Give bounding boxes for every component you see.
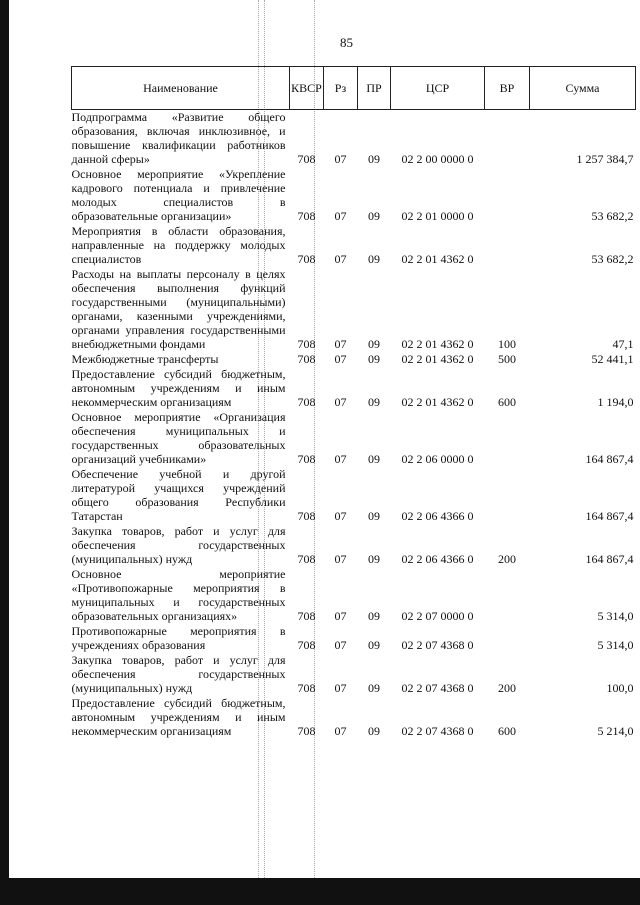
cell-rz: 07	[334, 209, 347, 223]
cell-pr: 09	[368, 252, 380, 266]
cell-sum: 1 194,0	[597, 395, 634, 409]
cell-name: Обеспечение учебной и другой литературой учащихся учреждений общего образования Республики Татарстан	[71, 467, 286, 523]
cell-sum: 164 867,4	[585, 452, 634, 466]
header-sum: Сумма	[530, 67, 636, 110]
header-rz: Рз	[324, 67, 358, 110]
cell-rz: 07	[334, 724, 347, 738]
cell-kvsr: 708	[297, 152, 316, 166]
cell-csr: 02 2 07 4368 0	[401, 724, 474, 738]
cell-name: Основное мероприятие «Укрепление кадрового потенциала и привлечение молодых специалистов в образовательные организации»	[71, 167, 286, 223]
header-kvsr: КВСР	[290, 67, 324, 110]
cell-vr	[485, 467, 530, 524]
cell-rz: 07	[334, 681, 347, 695]
cell-vr: 200	[498, 552, 516, 566]
cell-pr: 09	[368, 352, 380, 366]
cell-vr	[485, 224, 530, 267]
cell-sum: 5 314,0	[597, 638, 634, 652]
cell-csr: 02 2 06 4366 0	[401, 509, 474, 523]
cell-csr: 02 2 01 4362 0	[401, 395, 474, 409]
cell-csr: 02 2 06 4366 0	[401, 552, 474, 566]
cell-kvsr: 708	[297, 638, 316, 652]
table-body	[72, 110, 636, 740]
scan-edge-bottom	[0, 878, 640, 905]
cell-rz: 07	[334, 352, 347, 366]
cell-name: Основное мероприятие «Организация обеспечения муниципальных и государственных образовательных организаций учебниками»	[71, 410, 286, 466]
cell-csr: 02 2 07 4368 0	[401, 681, 474, 695]
cell-pr: 09	[368, 337, 380, 351]
scan-edge-left	[0, 0, 9, 905]
cell-rz: 07	[334, 252, 347, 266]
table-row	[72, 467, 636, 524]
cell-rz: 07	[334, 452, 347, 466]
cell-csr: 02 2 01 4362 0	[401, 352, 474, 366]
cell-csr: 02 2 01 0000 0	[401, 209, 474, 223]
cell-rz: 07	[334, 337, 347, 351]
cell-rz: 07	[334, 638, 347, 652]
cell-rz: 07	[334, 509, 347, 523]
cell-kvsr: 708	[297, 352, 316, 366]
table-row	[72, 524, 636, 567]
cell-csr: 02 2 07 4368 0	[401, 638, 474, 652]
cell-name: Подпрограмма «Развитие общего образования, включая инклюзивное, и повышение квалификации работников данной сферы»	[71, 110, 286, 166]
cell-kvsr: 708	[297, 509, 316, 523]
cell-pr: 09	[368, 509, 380, 523]
cell-kvsr: 708	[297, 609, 316, 623]
cell-name: Противопожарные мероприятия в учреждениях образования	[71, 624, 286, 652]
table-row	[72, 367, 636, 410]
cell-kvsr: 708	[297, 337, 316, 351]
table-row	[72, 110, 636, 168]
cell-kvsr: 708	[297, 681, 316, 695]
cell-sum: 164 867,4	[585, 552, 634, 566]
cell-vr: 500	[498, 352, 516, 366]
cell-pr: 09	[368, 452, 380, 466]
cell-pr: 09	[368, 552, 380, 566]
cell-kvsr: 708	[297, 252, 316, 266]
page-number: 85	[340, 35, 353, 50]
cell-name: Закупка товаров, работ и услуг для обеспечения государственных (муниципальных) нужд	[71, 524, 286, 566]
budget-table	[71, 66, 636, 739]
table-row	[72, 653, 636, 696]
cell-name: Основное мероприятие «Противопожарные мероприятия в муниципальных и государственных образовательных организациях»	[71, 567, 286, 623]
table-row	[72, 696, 636, 739]
cell-pr: 09	[368, 638, 380, 652]
cell-csr: 02 2 07 0000 0	[401, 609, 474, 623]
cell-sum: 52 441,1	[591, 352, 634, 366]
cell-pr: 09	[368, 209, 380, 223]
cell-sum: 53 682,2	[591, 209, 634, 223]
cell-sum: 100,0	[606, 681, 634, 695]
cell-name: Мероприятия в области образования, направленные на поддержку молодых специалистов	[71, 224, 286, 266]
table-row	[72, 224, 636, 267]
header-csr: ЦСР	[391, 67, 485, 110]
table-row	[72, 352, 636, 367]
cell-vr: 100	[498, 337, 516, 351]
cell-name: Закупка товаров, работ и услуг для обеспечения государственных (муниципальных) нужд	[71, 653, 286, 695]
table-row	[72, 410, 636, 467]
cell-pr: 09	[368, 724, 380, 738]
cell-csr: 02 2 01 4362 0	[401, 337, 474, 351]
cell-vr: 600	[498, 724, 516, 738]
table-header-row	[72, 67, 636, 110]
header-name: Наименование	[72, 67, 290, 110]
cell-kvsr: 708	[297, 724, 316, 738]
cell-csr: 02 2 01 4362 0	[401, 252, 474, 266]
cell-sum: 47,1	[612, 337, 634, 351]
cell-vr	[485, 624, 530, 653]
cell-kvsr: 708	[297, 552, 316, 566]
cell-pr: 09	[368, 609, 380, 623]
cell-rz: 07	[334, 395, 347, 409]
cell-vr	[485, 410, 530, 467]
cell-vr: 600	[498, 395, 516, 409]
cell-rz: 07	[334, 609, 347, 623]
cell-rz: 07	[334, 152, 347, 166]
cell-sum: 164 867,4	[585, 509, 634, 523]
cell-pr: 09	[368, 152, 380, 166]
cell-rz: 07	[334, 552, 347, 566]
cell-pr: 09	[368, 681, 380, 695]
table-row	[72, 267, 636, 352]
cell-csr: 02 2 06 0000 0	[401, 452, 474, 466]
cell-name: Межбюджетные трансферты	[71, 352, 219, 366]
cell-sum: 53 682,2	[591, 252, 634, 266]
header-pr: ПР	[358, 67, 391, 110]
cell-kvsr: 708	[297, 209, 316, 223]
cell-csr: 02 2 00 0000 0	[401, 152, 474, 166]
cell-kvsr: 708	[297, 395, 316, 409]
table-row	[72, 624, 636, 653]
cell-name: Расходы на выплаты персоналу в целях обеспечения выполнения функций государственными (муниципальными) органами, казенными учреждениями, органами управления государственными внебюджетными фондами	[71, 267, 286, 351]
header-vr: ВР	[485, 67, 530, 110]
cell-sum: 5 314,0	[597, 609, 634, 623]
cell-vr	[485, 167, 530, 224]
table-row	[72, 167, 636, 224]
cell-pr: 09	[368, 395, 380, 409]
cell-kvsr: 708	[297, 452, 316, 466]
cell-name: Предоставление субсидий бюджетным, автономным учреждениям и иным некоммерческим организациям	[71, 367, 286, 409]
cell-vr: 200	[498, 681, 516, 695]
cell-sum: 1 257 384,7	[576, 152, 634, 166]
cell-sum: 5 214,0	[597, 724, 634, 738]
cell-vr	[485, 567, 530, 624]
table-row	[72, 567, 636, 624]
cell-name: Предоставление субсидий бюджетным, автономным учреждениям и иным некоммерческим организациям	[71, 696, 286, 738]
cell-vr	[485, 110, 530, 168]
